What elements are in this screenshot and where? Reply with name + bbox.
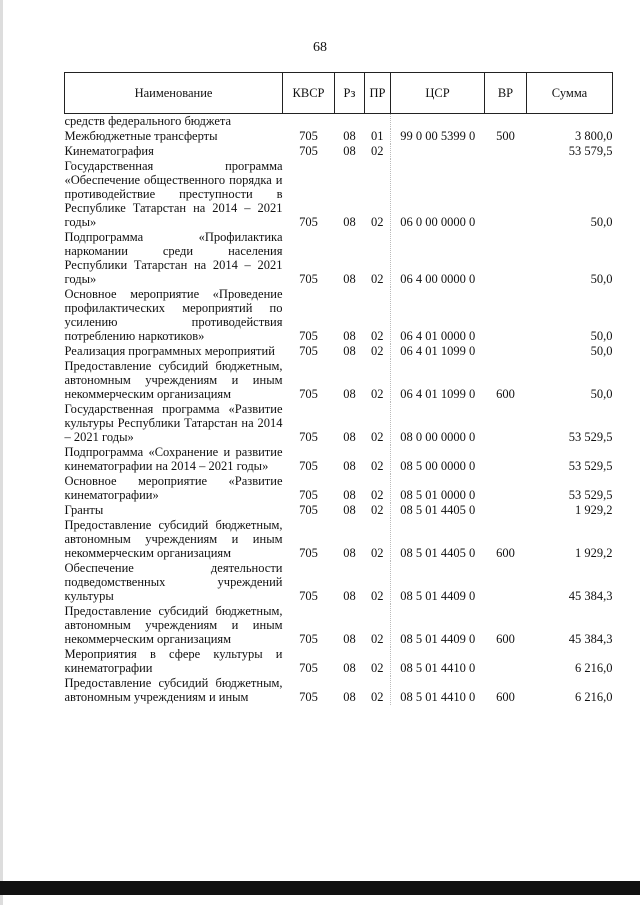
cell-rz (335, 114, 365, 130)
cell-pr: 02 (365, 359, 391, 402)
header-rz: Рз (335, 73, 365, 114)
cell-kvsr: 705 (299, 344, 318, 358)
cell-kvsr: 705 (299, 272, 318, 286)
cell-csr: 06 4 00 0000 0 (400, 272, 476, 286)
cell-name: Основное мероприятие «Развитие кинематографии» (64, 474, 283, 502)
cell-sum: 50,0 (590, 329, 613, 343)
cell-rz: 08 (343, 272, 356, 286)
cell-kvsr: 705 (299, 589, 318, 603)
cell-pr: 02 (365, 647, 391, 676)
cell-pr: 02 (365, 230, 391, 287)
cell-vr: 600 (496, 546, 515, 560)
cell-vr (485, 114, 527, 130)
cell-rz: 08 (343, 459, 356, 473)
cell-rz: 08 (343, 589, 356, 603)
cell-pr: 02 (365, 474, 391, 503)
cell-pr: 02 (365, 676, 391, 705)
cell-name: Реализация программных мероприятий (64, 344, 275, 358)
cell-rz: 08 (343, 690, 356, 704)
cell-pr (365, 114, 391, 130)
cell-csr (391, 144, 485, 159)
cell-name: Основное мероприятие «Проведение профилактических мероприятий по усилению противодействия потреблению наркотиков» (64, 287, 283, 343)
cell-vr (485, 503, 527, 518)
cell-sum: 50,0 (590, 215, 613, 229)
cell-rz: 08 (343, 661, 356, 675)
cell-sum: 50,0 (590, 387, 613, 401)
cell-csr: 99 0 00 5399 0 (400, 129, 476, 143)
cell-pr: 02 (365, 159, 391, 230)
cell-sum: 1 929,2 (575, 503, 613, 517)
table-row (65, 230, 613, 287)
cell-rz: 08 (343, 329, 356, 343)
cell-pr: 02 (365, 445, 391, 474)
cell-kvsr: 705 (299, 387, 318, 401)
cell-rz: 08 (343, 387, 356, 401)
cell-pr: 02 (365, 344, 391, 359)
cell-vr (485, 561, 527, 604)
cell-vr (485, 474, 527, 503)
cell-kvsr: 705 (299, 144, 318, 158)
cell-csr: 06 4 01 1099 0 (400, 344, 476, 358)
header-pr: ПР (365, 73, 391, 114)
cell-vr (485, 647, 527, 676)
cell-csr: 08 5 01 0000 0 (400, 488, 476, 502)
cell-sum: 1 929,2 (575, 546, 613, 560)
cell-vr (485, 230, 527, 287)
table-row (65, 402, 613, 445)
table-row (65, 647, 613, 676)
cell-csr (391, 114, 485, 130)
table-row (65, 114, 613, 130)
cell-rz: 08 (343, 344, 356, 358)
cell-name: Подпрограмма «Сохранение и развитие кинематографии на 2014 – 2021 годы» (64, 445, 283, 473)
cell-vr: 600 (496, 690, 515, 704)
table-row (65, 344, 613, 359)
table-row (65, 561, 613, 604)
table-row (65, 144, 613, 159)
cell-csr: 08 5 01 4405 0 (400, 546, 476, 560)
cell-pr: 02 (365, 518, 391, 561)
cell-sum: 53 529,5 (568, 459, 613, 473)
cell-kvsr: 705 (299, 329, 318, 343)
cell-name: Гранты (64, 503, 104, 517)
cell-name: Кинематография (64, 144, 154, 158)
cell-rz: 08 (343, 129, 356, 143)
cell-sum: 45 384,3 (568, 589, 613, 603)
page-number: 68 (313, 40, 327, 55)
table-body (65, 114, 613, 706)
header-sum: Сумма (527, 73, 613, 114)
cell-csr: 06 4 01 0000 0 (400, 329, 476, 343)
cell-csr: 08 5 01 4409 0 (400, 632, 476, 646)
cell-rz: 08 (343, 488, 356, 502)
cell-name: Подпрограмма «Профилактика наркомании среди населения Республики Татарстан на 2014 – 2021 годы» (64, 230, 283, 286)
cell-rz: 08 (343, 503, 356, 517)
cell-csr: 06 0 00 0000 0 (400, 215, 476, 229)
cell-pr: 02 (365, 604, 391, 647)
cell-csr: 06 4 01 1099 0 (400, 387, 476, 401)
table-row (65, 518, 613, 561)
cell-kvsr: 705 (299, 430, 318, 444)
cell-vr: 600 (496, 632, 515, 646)
cell-name: Государственная программа «Развитие культуры Республики Татарстан на 2014 – 2021 годы» (64, 402, 283, 444)
cell-sum: 45 384,3 (568, 632, 613, 646)
cell-pr: 02 (365, 287, 391, 344)
table-row (65, 287, 613, 344)
cell-sum (527, 114, 613, 130)
cell-csr: 08 0 00 0000 0 (400, 430, 476, 444)
cell-csr: 08 5 01 4405 0 (400, 503, 476, 517)
cell-vr (485, 445, 527, 474)
cell-name: Предоставление субсидий бюджетным, автономным учреждениям и иным некоммерческим организациям (64, 604, 283, 646)
cell-pr: 01 (365, 129, 391, 144)
cell-csr: 08 5 01 4410 0 (400, 661, 476, 675)
table-row (65, 359, 613, 402)
cell-pr: 02 (365, 144, 391, 159)
cell-rz: 08 (343, 546, 356, 560)
cell-csr: 08 5 01 4410 0 (400, 690, 476, 704)
table-row (65, 445, 613, 474)
table-row (65, 159, 613, 230)
cell-rz: 08 (343, 632, 356, 646)
table-row (65, 676, 613, 705)
cell-sum: 50,0 (590, 272, 613, 286)
cell-kvsr: 705 (299, 690, 318, 704)
cell-vr: 600 (496, 387, 515, 401)
cell-name: Мероприятия в сфере культуры и кинематографии (64, 647, 283, 675)
header-vr: ВР (485, 73, 527, 114)
cell-name: Предоставление субсидий бюджетным, автономным учреждениям и иным некоммерческим организациям (64, 359, 283, 401)
cell-sum: 53 529,5 (568, 488, 613, 502)
header-name: Наименование (65, 73, 283, 114)
cell-name: Предоставление субсидий бюджетным, автономным учреждениям и иным (64, 676, 283, 704)
budget-table (64, 72, 613, 705)
cell-sum: 6 216,0 (575, 661, 613, 675)
table-row (65, 503, 613, 518)
table-row (65, 129, 613, 144)
cell-csr: 08 5 01 4409 0 (400, 589, 476, 603)
cell-kvsr: 705 (299, 129, 318, 143)
cell-kvsr: 705 (299, 459, 318, 473)
cell-sum: 53 579,5 (568, 144, 613, 158)
cell-vr (485, 287, 527, 344)
table-header-row (65, 73, 613, 114)
cell-rz: 08 (343, 215, 356, 229)
cell-name: Государственная программа «Обеспечение общественного порядка и противодействие преступности в Республике Татарстан на 2014 – 2021 годы» (64, 159, 283, 229)
cell-sum: 53 529,5 (568, 430, 613, 444)
scan-footer-bar (0, 881, 640, 895)
scan-edge (0, 0, 3, 905)
cell-sum: 6 216,0 (575, 690, 613, 704)
cell-rz: 08 (343, 144, 356, 158)
cell-vr (485, 144, 527, 159)
cell-kvsr: 705 (299, 503, 318, 517)
cell-vr (485, 344, 527, 359)
cell-sum: 3 800,0 (575, 129, 613, 143)
cell-rz: 08 (343, 430, 356, 444)
cell-vr: 500 (496, 129, 515, 143)
cell-name: Предоставление субсидий бюджетным, автономным учреждениям и иным некоммерческим организациям (64, 518, 283, 560)
cell-name: средств федерального бюджета (64, 114, 232, 128)
cell-kvsr: 705 (299, 546, 318, 560)
table-row (65, 604, 613, 647)
cell-kvsr: 705 (299, 488, 318, 502)
cell-pr: 02 (365, 561, 391, 604)
table-row (65, 474, 613, 503)
cell-vr (485, 402, 527, 445)
cell-pr: 02 (365, 503, 391, 518)
cell-pr: 02 (365, 402, 391, 445)
cell-kvsr (283, 114, 335, 130)
cell-name: Обеспечение деятельности подведомственных учреждений культуры (64, 561, 283, 603)
header-csr: ЦСР (391, 73, 485, 114)
cell-kvsr: 705 (299, 632, 318, 646)
cell-kvsr: 705 (299, 215, 318, 229)
cell-sum: 50,0 (590, 344, 613, 358)
cell-name: Межбюджетные трансферты (64, 129, 218, 143)
cell-csr: 08 5 00 0000 0 (400, 459, 476, 473)
cell-vr (485, 159, 527, 230)
cell-kvsr: 705 (299, 661, 318, 675)
header-kvsr: КВСР (283, 73, 335, 114)
